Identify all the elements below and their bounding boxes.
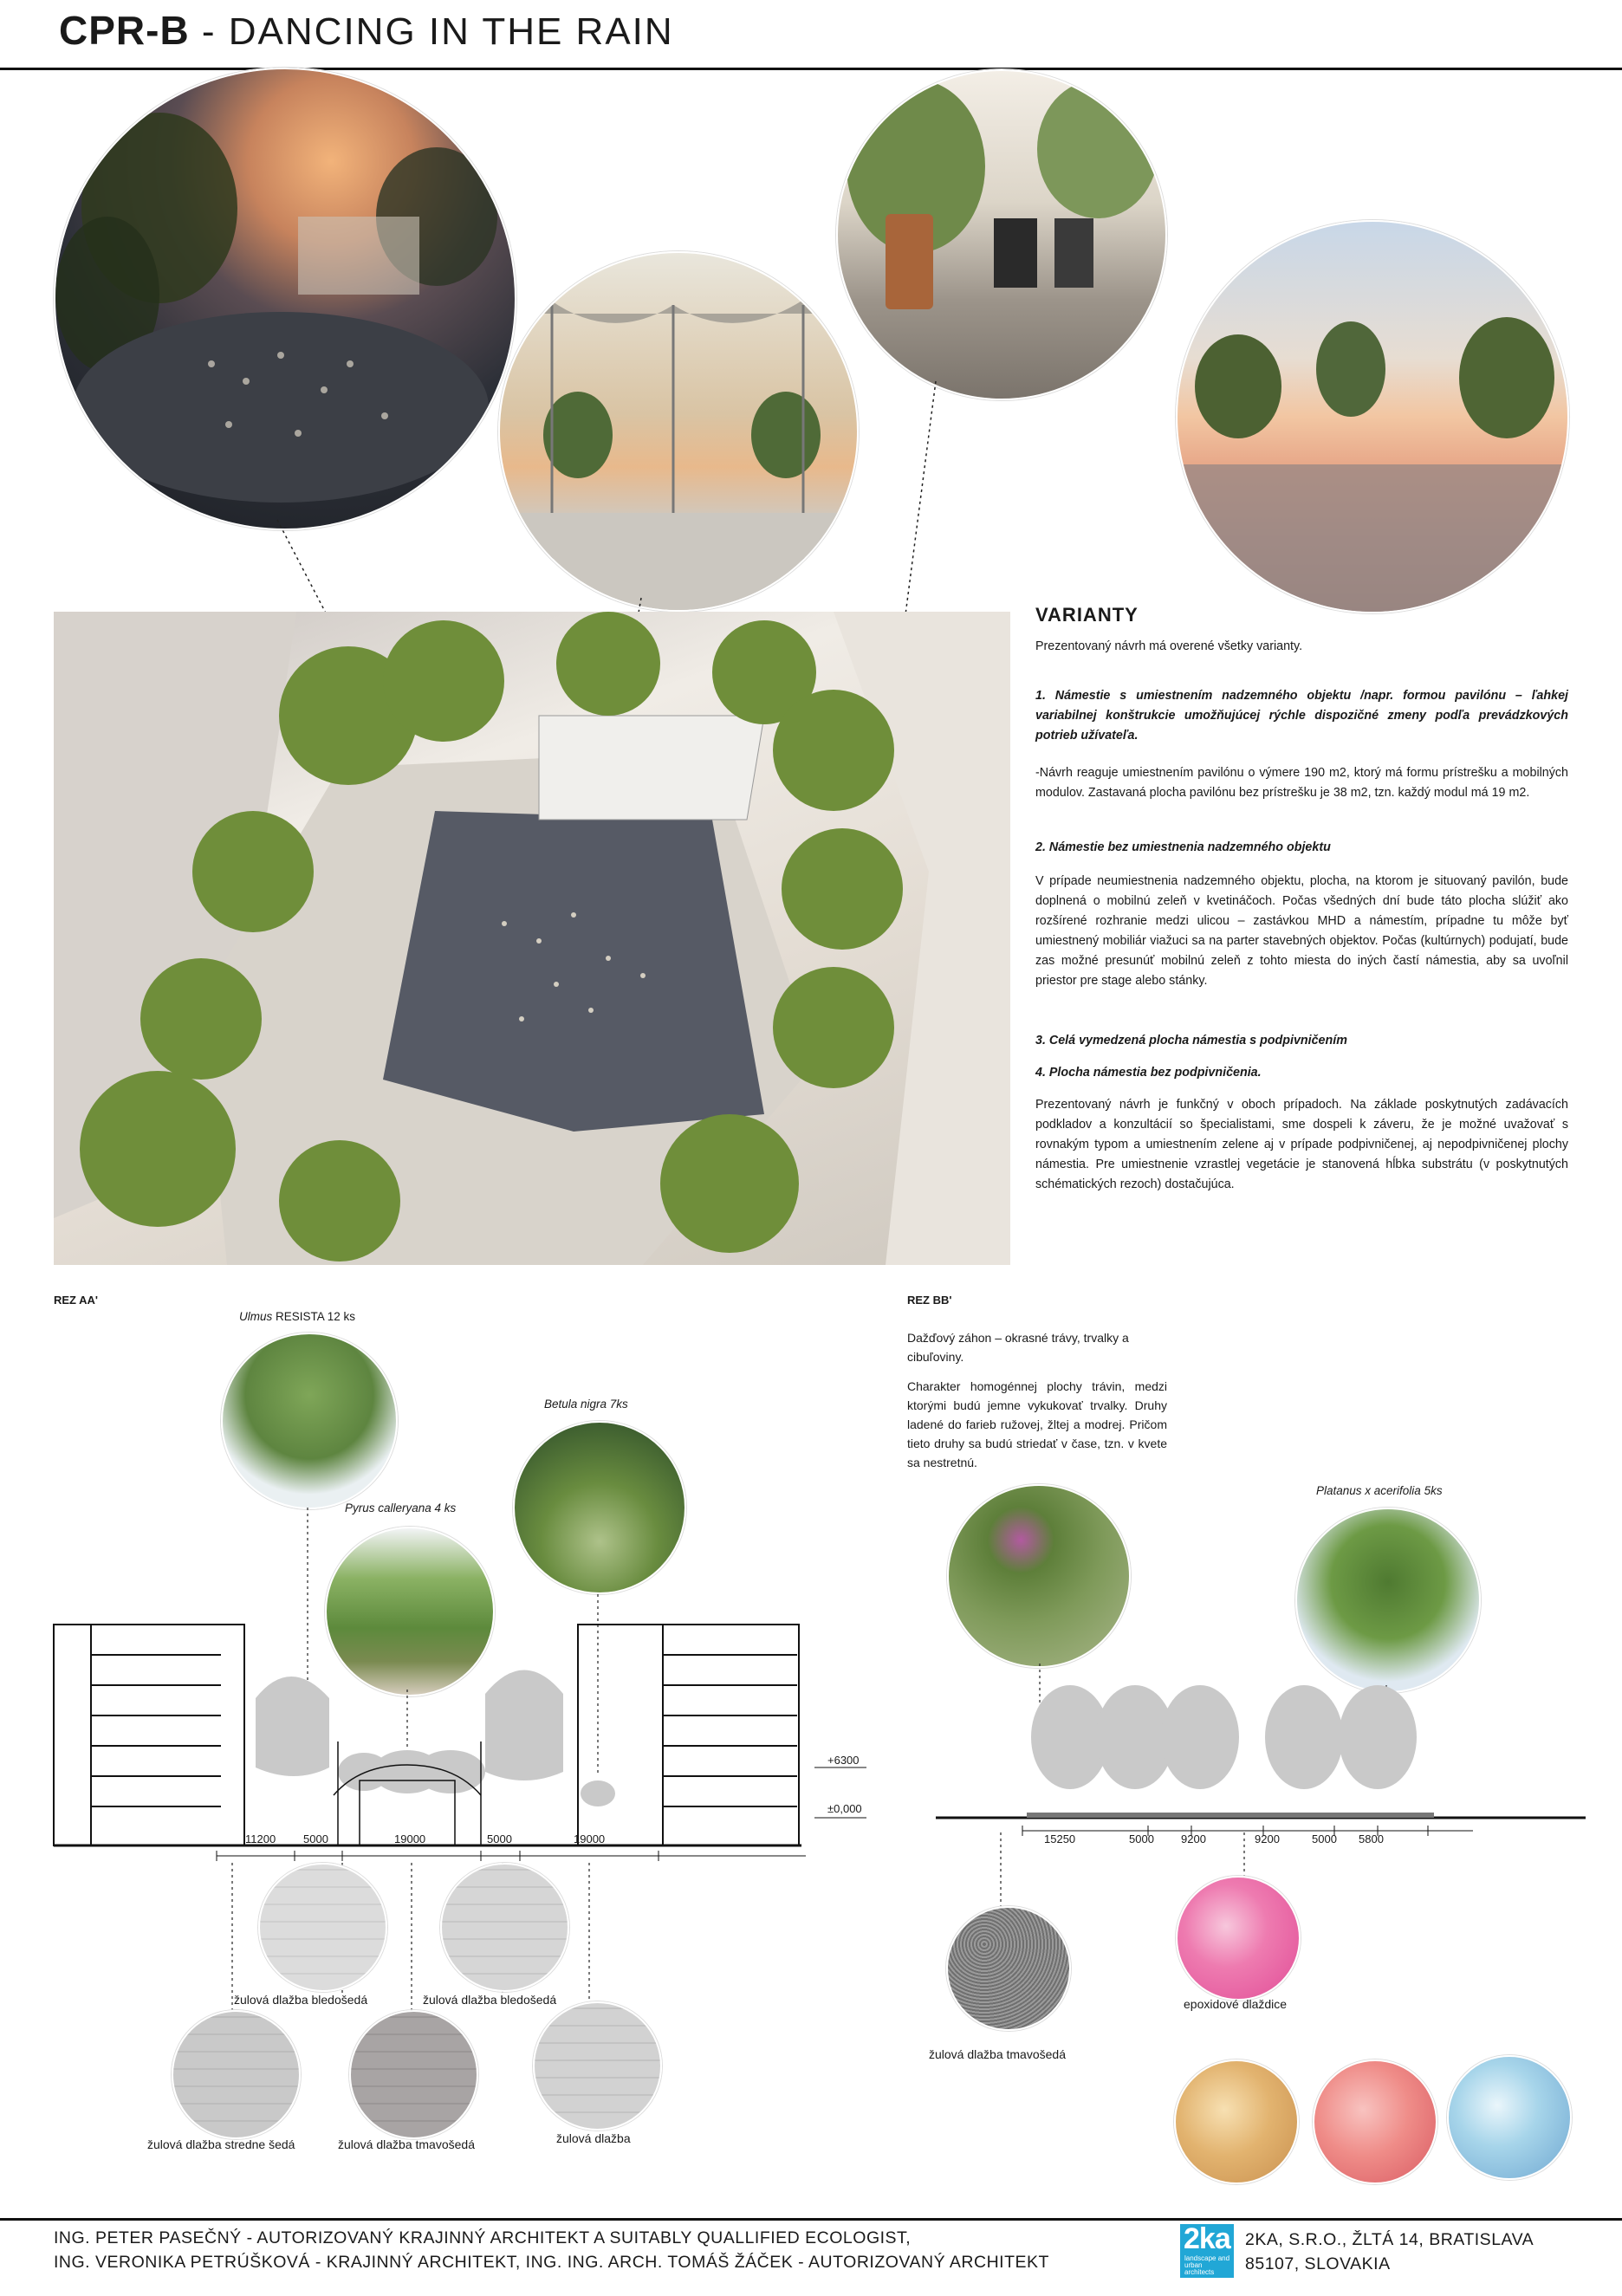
material-label-2: žulová dlažba bledošedá [423, 1993, 557, 2007]
dim-bb-2: 5000 [1129, 1832, 1154, 1845]
variant-2-title: 2. Námestie bez umiestnenia nadzemného objektu [1035, 840, 1331, 854]
dim-aa-5: 19000 [574, 1832, 606, 1845]
level-top: +6300 [827, 1754, 860, 1767]
material-label-4: žulová dlažba tmavošedá [338, 2137, 475, 2151]
section-aa-title: REZ AA' [54, 1294, 98, 1307]
footer-address-line1: 2KA, S.R.O., ŽLTÁ 14, BRATISLAVA [1245, 2230, 1534, 2249]
tree-ulmus-label: Ulmus RESISTA 12 ks [239, 1310, 356, 1323]
footer-authors-line1: ING. PETER PASEČNÝ - AUTORIZOVANÝ KRAJINNÝ ARCHITEKT A SUITABLY QUALLIFIED ECOLOGIST, [54, 2228, 912, 2247]
material-epoxy-coral [1313, 2059, 1437, 2184]
dim-bb-3: 9200 [1181, 1832, 1206, 1845]
dim-bb-5: 5000 [1312, 1832, 1337, 1845]
rain-garden-text [907, 1328, 1167, 1472]
varianty-heading: VARIANTY [1035, 604, 1139, 626]
rain-garden-para2: Charakter homogénnej plochy trávin, medzi ktorými budú jemne vykukovať trvalky. Druhy ladené do farieb ružovej, žltej a modrej. Pričom tieto druhy sa budú striedať v čase, tzn. v kvete sa nestretnú. [907, 1379, 1167, 1469]
material-label-5: žulová dlažba [556, 2131, 631, 2145]
tree-platanus-label: Platanus x acerifolia 5ks [1316, 1484, 1443, 1497]
aerial-render [54, 612, 1010, 1265]
material-granite [533, 2001, 662, 2131]
material-label-1: žulová dlažba bledošedá [234, 1993, 368, 2007]
variant-3-title: 3. Celá vymedzená plocha námestia s podpivničením [1035, 1034, 1347, 1047]
tree-betula-label: Betula nigra 7ks [544, 1398, 628, 1411]
section-bb-title: REZ BB' [907, 1294, 952, 1307]
photo-rain-garden [947, 1484, 1131, 1668]
page-title: CPR-B - DANCING IN THE RAIN [59, 8, 674, 53]
material-light-gray-1 [258, 1863, 387, 1992]
variant-1-title: 1. Námestie s umiestnením nadzemného objektu /napr. formou pavilónu – ľahkej variabilnej konštrukcie umožňujúcej rýchle dispozičné zmeny podľa prevádzkových potrieb užívateľa. [1035, 689, 1568, 743]
footer-authors-line2: ING. VERONIKA PETRÚŠKOVÁ - KRAJINNÝ ARCHITEKT, ING. ING. ARCH. TOMÁŠ ŽÁČEK - AUTORIZOVANÝ ARCHITEKT [54, 2253, 1049, 2272]
material-epoxy-gold [1174, 2059, 1299, 2184]
dim-bb-1: 15250 [1044, 1832, 1076, 1845]
dim-aa-1: 11200 [245, 1832, 276, 1845]
dim-aa-2: 5000 [303, 1832, 328, 1845]
material-epoxy-label: epoxidové dlaždice [1184, 1997, 1288, 2011]
material-light-gray-2 [440, 1863, 569, 1992]
dim-bb-6: 5800 [1359, 1832, 1384, 1845]
material-epoxy-blue [1447, 2055, 1572, 2180]
variant-2-text: V prípade neumiestnenia nadzemného objektu, plocha, na ktorom je situovaný pavilón, bude doplnená o mobilnú zeleň v kvetináčoch. Počas všedných dní bude táto plocha slúžiť ako rozšírené rozhranie medzi ulicou – zastávkou MHD a námestím, prípadne tu môže byť umiestnený mobiliár viažuci sa na parter stavebných objektov. Počas (kultúrnych) podujatí, bude zas možné presunúť mobilnú zeleň z tohto miesta do iných častí námestia, aby sa uvoľnil priestor pre stage alebo stánky. [1035, 874, 1568, 988]
varianty-intro: Prezentovaný návrh má overené všetky varianty. [1035, 639, 1303, 653]
dim-aa-4: 5000 [487, 1832, 512, 1845]
company-logo: 2ka landscape and urban architects [1180, 2224, 1234, 2278]
material-epoxy-pink [1176, 1876, 1301, 2001]
rain-garden-para1: Dažďový záhon – okrasné trávy, trvalky a cibuľoviny. [907, 1331, 1129, 1364]
material-mid-gray [172, 2010, 301, 2139]
material-dark-label: žulová dlažba tmavošedá [929, 2047, 1066, 2061]
tree-pyrus-label: Pyrus calleryana 4 ks [345, 1501, 457, 1514]
dim-bb-4: 9200 [1255, 1832, 1280, 1845]
material-label-3: žulová dlažba stredne šedá [147, 2137, 295, 2151]
variant-1-text: -Návrh reaguje umiestnením pavilónu o výmere 190 m2, ktorý má formu prístrešku a mobilných modulov. Zastavaná plocha pavilónu bez prístrešku je 38 m2, tzn. každý modul má 19 m2. [1035, 766, 1568, 800]
varianty-section [1035, 605, 1568, 1207]
photo-ulmus [221, 1333, 398, 1509]
variant-4-title: 4. Plocha námestia bez podpivničenia. [1035, 1066, 1262, 1080]
material-dark-paving [946, 1906, 1071, 2031]
level-zero: ±0,000 [827, 1802, 862, 1815]
dim-aa-3: 19000 [394, 1832, 426, 1845]
variant-34-text: Prezentovaný návrh je funkčný v oboch prípadoch. Na základe poskytnutých zadávacích podkladov a konzultácií so špecialistami, sme dospeli k záveru, že je možné uvažovať s rovnakým typom a umiestnením zelene aj v prípade podpivničenej, aj nepodpivničenej plochy námestia. Pre umiestnenie vzrastlej vegetácie je stanovená hĺbka substrátu (v poskytnutých schématických rezoch) dostačujúca. [1035, 1098, 1568, 1191]
footer-address-line2: 85107, SLOVAKIA [1245, 2254, 1391, 2273]
material-dark-gray [349, 2010, 478, 2139]
footer-rule [0, 2218, 1622, 2221]
